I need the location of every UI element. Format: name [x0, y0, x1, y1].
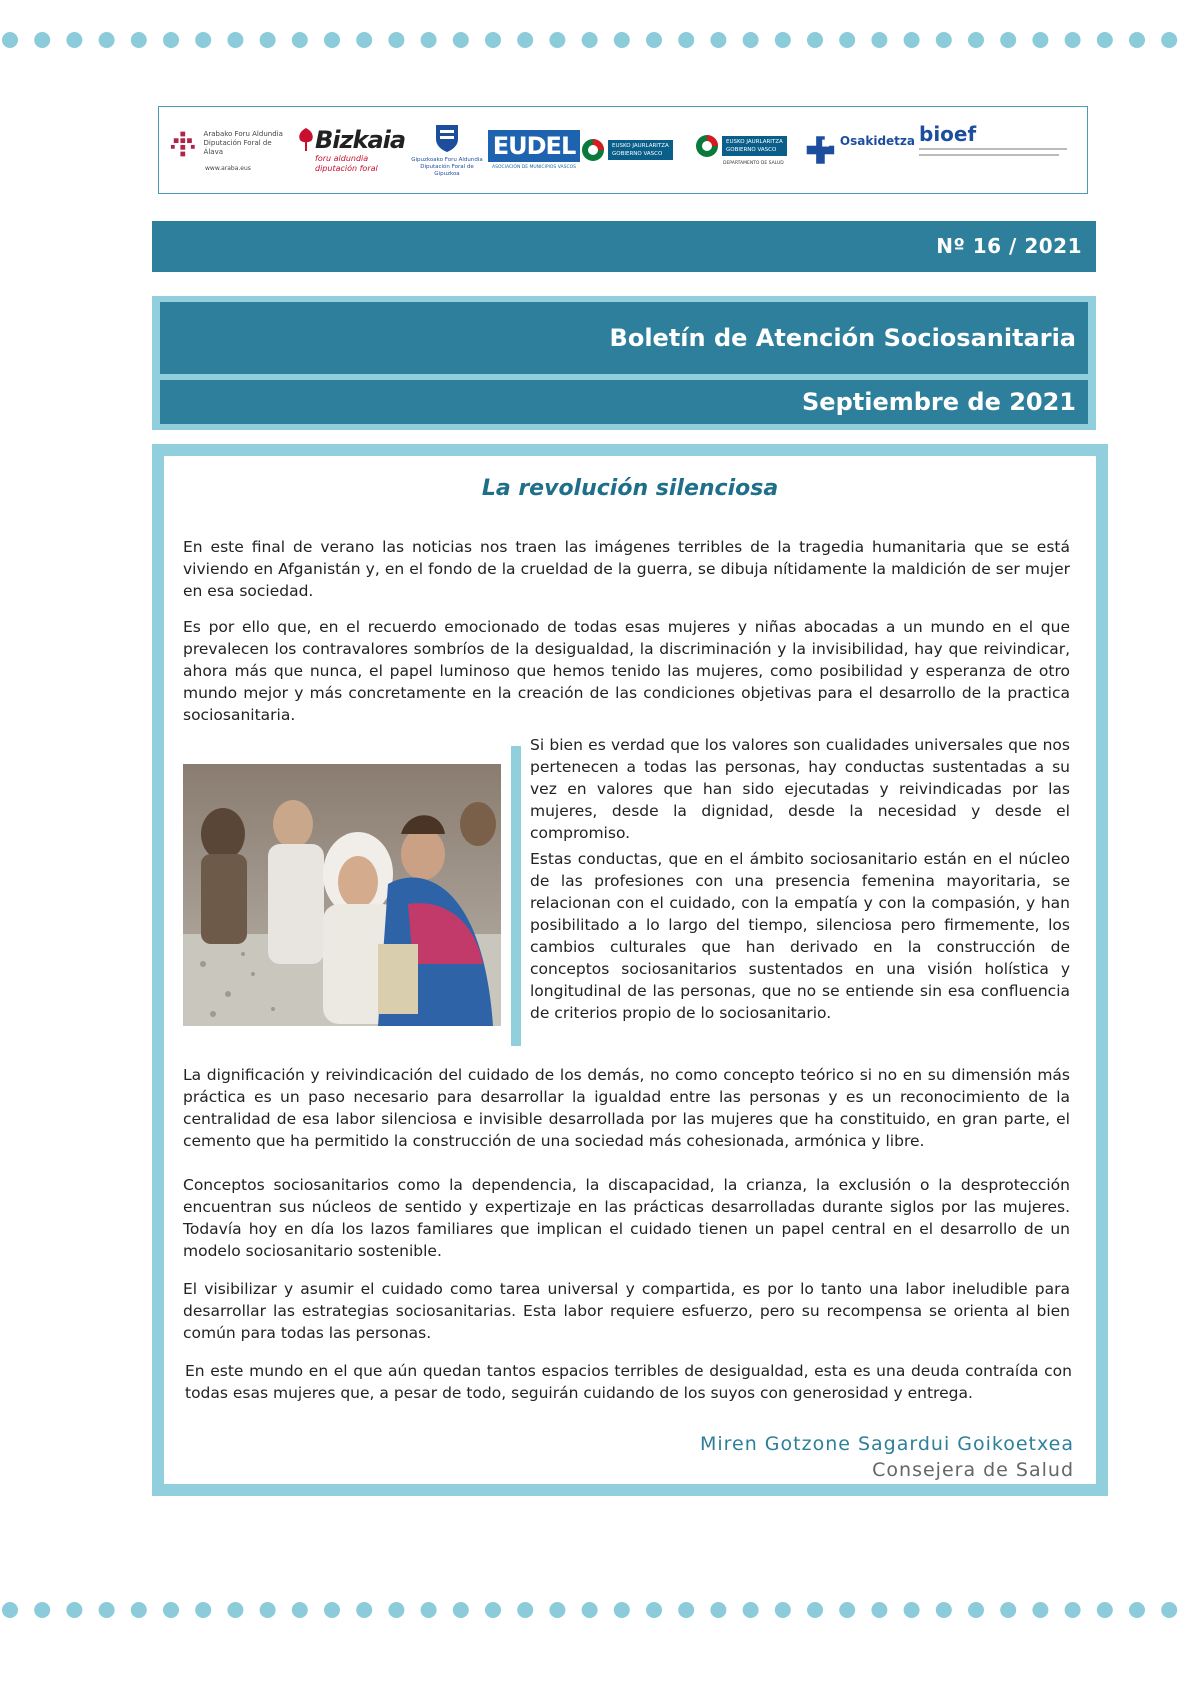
border-dot	[388, 1602, 404, 1618]
border-dot	[421, 1602, 437, 1618]
border-dot	[2, 32, 18, 48]
border-dot	[195, 1602, 211, 1618]
border-dot	[807, 1602, 823, 1618]
bulletin-title-box	[152, 296, 1096, 430]
border-dot	[195, 32, 211, 48]
border-dot	[1032, 32, 1048, 48]
eusko-jaurlaritza-line: GOBIERNO VASCO	[726, 147, 777, 153]
araba-logo-url: www.araba.eus	[205, 164, 251, 172]
border-dot	[839, 1602, 855, 1618]
border-dot	[66, 1602, 82, 1618]
border-dot	[549, 1602, 565, 1618]
osakidetza-cross-icon	[805, 132, 836, 168]
border-dot	[1065, 1602, 1081, 1618]
osakidetza-logo-word: Osakidetza	[839, 134, 915, 148]
eusko-jaurlaritza-salud-logo	[695, 117, 801, 183]
border-dot	[1000, 1602, 1016, 1618]
article-paragraph: La dignificación y reivindicación del cuidado de los demás, no como concepto teórico si no en su dimensión más práctica es un paso necesario para desarrollar la igualdad entre las personas y es un reconocimiento de la centralidad de esa labor silenciosa e invisible desarrollada por las mujeres que ha constituido, en gran parte, el cemento que ha permitido la construcción de una sociedad más cohesionada, armónica y libre.	[183, 1066, 1070, 1150]
border-dot	[227, 32, 243, 48]
border-dot	[1129, 32, 1145, 48]
basque-government-emblem-icon	[581, 138, 605, 162]
bizkaia-logo	[297, 117, 407, 183]
border-dot	[485, 1602, 501, 1618]
article-paragraph: En este mundo en el que aún quedan tantos espacios terribles de desigualdad, esta es una deuda contraída con todas esas mujeres que, a pesar de todo, seguirán cuidando de los suyos con generosidad y entrega.	[185, 1362, 1072, 1402]
border-dot	[968, 1602, 984, 1618]
partner-logos-strip	[158, 106, 1088, 194]
border-dot	[904, 1602, 920, 1618]
gipuzkoa-logo-line: Gipuzkoako Foru Aldundia	[411, 156, 483, 163]
eudel-logo-word: EUDEL	[488, 130, 581, 162]
araba-logo-line: Arabako Foru Aldundia	[203, 130, 283, 138]
article-paragraph: Estas conductas, que en el ámbito sociosanitario están en el núcleo de las profesiones con una presencia femenina mayoritaria, se relacionan con el cuidado, con la empatía y con la compasión, y han posibilitado a lo largo del tiempo, silenciosa pero firmemente, los cambios culturales que han derivado en la construcción de conceptos sociosanitarios sustentados en una visión holística y longitudinal de las personas, que no se entiende sin esa confluencia de criterios propio de lo sociosanitario.	[530, 850, 1070, 1022]
border-dot	[421, 32, 437, 48]
border-dot	[99, 32, 115, 48]
border-dot	[356, 1602, 372, 1618]
gipuzkoa-shield-icon	[434, 123, 460, 153]
bulletin-date: Septiembre de 2021	[160, 380, 1088, 424]
border-dot	[99, 1602, 115, 1618]
article-paragraph: Es por ello que, en el recuerdo emocionado de todas esas mujeres y niñas abocadas a un mundo en el que prevalecen los contravalores sombríos de la desigualdad, la discriminación y la invisibilidad, hay que reivindicar, ahora más que nunca, el papel luminoso que hemos tenido las mujeres, como posibilidad y esperanza de otro mundo mejor y más concretamente en la creación de las condiciones objetivas para el desarrollo de la practica sociosanitaria.	[183, 618, 1070, 724]
border-dot	[2, 1602, 18, 1618]
basque-government-emblem-icon	[695, 134, 719, 158]
bulletin-title: Boletín de Atención Sociosanitaria	[160, 302, 1088, 374]
araba-logo	[169, 117, 289, 183]
article-paragraph: El visibilizar y asumir el cuidado como tarea universal y compartida, es por lo tanto una labor ineludible para desarrollar las estrategias sociosanitarias. Esta labor requiere esfuerzo, pero su recompensa se orienta al bien común para todas las personas.	[183, 1280, 1070, 1342]
border-dot	[1161, 32, 1177, 48]
border-dot	[807, 32, 823, 48]
border-dot	[260, 1602, 276, 1618]
border-dot	[131, 1602, 147, 1618]
bizkaia-tree-icon	[297, 127, 315, 153]
article-paragraph: Si bien es verdad que los valores son cualidades universales que nos pertenecen a todas las personas, hay conductas sustentadas a su vez en valores que han sido ejecutadas y reivindicadas por las mujeres, desde la dignidad, desde la necesidad y desde el compromiso.	[530, 736, 1070, 842]
border-dot	[710, 1602, 726, 1618]
border-dot	[936, 1602, 952, 1618]
eudel-logo	[492, 117, 576, 183]
border-dot	[582, 1602, 598, 1618]
bizkaia-logo-word: Bizkaia	[315, 126, 406, 154]
border-dot	[324, 32, 340, 48]
border-dot	[582, 32, 598, 48]
article-paragraph: En este final de verano las noticias nos traen las imágenes terribles de la tragedia humanitaria que se está viviendo en Afganistán y, en el fondo de la crueldad de la guerra, se dibuja nítidamente la maldición de ser mujer en esa sociedad.	[183, 538, 1070, 600]
border-dot	[260, 32, 276, 48]
border-dot	[839, 32, 855, 48]
border-dot	[324, 1602, 340, 1618]
border-dot	[1097, 32, 1113, 48]
border-dot	[614, 32, 630, 48]
border-dot	[904, 32, 920, 48]
article-frame	[152, 444, 1108, 1496]
border-dot	[1000, 32, 1016, 48]
border-dot	[163, 32, 179, 48]
border-dot	[646, 1602, 662, 1618]
article-body	[164, 456, 1096, 1484]
photo-divider-rule	[511, 746, 521, 1046]
eusko-jaurlaritza-line: EUSKO JAURLARITZA	[612, 143, 669, 149]
border-dot	[710, 32, 726, 48]
dotted-border-top	[0, 30, 1200, 50]
border-dot	[1065, 32, 1081, 48]
border-dot	[227, 1602, 243, 1618]
bioef-tagline-graphic	[919, 146, 1069, 162]
bizkaia-logo-line: foru aldundia	[315, 154, 369, 163]
border-dot	[453, 32, 469, 48]
border-dot	[34, 1602, 50, 1618]
border-dot	[871, 32, 887, 48]
border-dot	[34, 32, 50, 48]
article-title: La revolución silenciosa	[481, 476, 779, 501]
article-paragraph: Conceptos sociosanitarios como la dependencia, la discapacidad, la crianza, la exclusión o la desprotección encuentran sus núcleos de sentido y expertizaje en las prácticas desarrolladas durante siglos por las mujeres. Todavía hoy en día los lazos familiares que implican el cuidado tienen un papel central en el desarrollo de un modelo sociosanitario sostenible.	[183, 1176, 1070, 1260]
border-dot	[131, 32, 147, 48]
osakidetza-logo	[805, 117, 915, 183]
issue-number-bar: Nº 16 / 2021	[152, 221, 1096, 272]
signature-role: Consejera de Salud	[872, 1459, 1074, 1481]
afghan-children-photo	[183, 764, 501, 1026]
border-dot	[871, 1602, 887, 1618]
border-dot	[485, 32, 501, 48]
eusko-jaurlaritza-line: EUSKO JAURLARITZA	[726, 139, 783, 145]
border-dot	[775, 1602, 791, 1618]
border-dot	[646, 32, 662, 48]
eusko-jaurlaritza-logo	[581, 117, 689, 183]
border-dot	[549, 32, 565, 48]
border-dot	[775, 32, 791, 48]
border-dot	[678, 32, 694, 48]
border-dot	[453, 1602, 469, 1618]
border-dot	[1032, 1602, 1048, 1618]
border-dot	[968, 32, 984, 48]
araba-logo-line: Diputación Foral de Álava	[203, 139, 272, 156]
border-dot	[66, 32, 82, 48]
bioef-logo-word: bioef	[919, 122, 977, 146]
bizkaia-logo-line: diputación foral	[315, 164, 378, 173]
border-dot	[743, 32, 759, 48]
border-dot	[163, 1602, 179, 1618]
border-dot	[743, 1602, 759, 1618]
border-dot	[614, 1602, 630, 1618]
eusko-jaurlaritza-line: GOBIERNO VASCO	[612, 151, 663, 157]
dotted-border-bottom	[0, 1600, 1200, 1620]
border-dot	[936, 32, 952, 48]
border-dot	[1129, 1602, 1145, 1618]
border-dot	[388, 32, 404, 48]
border-dot	[292, 32, 308, 48]
eudel-logo-line: ASOCIACIÓN DE MUNICIPIOS VASCOS	[492, 165, 576, 170]
border-dot	[292, 1602, 308, 1618]
signature-name: Miren Gotzone Sagardui Goikoetxea	[699, 1433, 1074, 1455]
border-dot	[678, 1602, 694, 1618]
bioef-logo	[919, 117, 1079, 183]
border-dot	[356, 32, 372, 48]
gipuzkoa-logo-line: Diputación Foral de Gipuzkoa	[420, 163, 474, 177]
border-dot	[517, 1602, 533, 1618]
border-dot	[517, 32, 533, 48]
araba-emblem-icon	[169, 129, 198, 159]
border-dot	[1161, 1602, 1177, 1618]
gipuzkoa-logo	[407, 117, 487, 183]
border-dot	[1097, 1602, 1113, 1618]
eusko-jaurlaritza-line: DEPARTAMENTO DE SALUD	[723, 161, 784, 166]
